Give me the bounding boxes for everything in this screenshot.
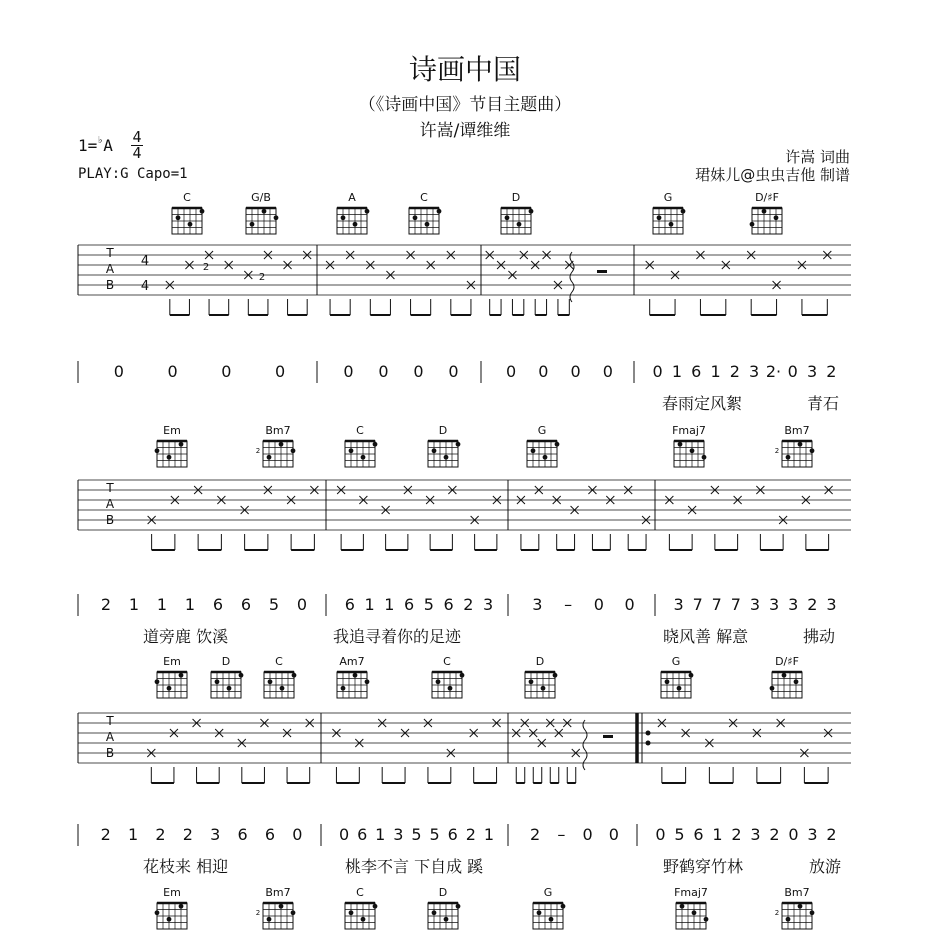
chord-name: C bbox=[443, 655, 451, 668]
time-sig-top: 4 bbox=[132, 128, 142, 146]
measure-notes bbox=[147, 719, 313, 783]
chord-diagram bbox=[155, 655, 187, 698]
chord-finger-dot bbox=[436, 679, 441, 684]
chord-finger-dot bbox=[678, 442, 683, 447]
chord-name: G/B bbox=[251, 191, 271, 204]
notation-note: 7 bbox=[730, 595, 741, 614]
notation-note: 2 bbox=[465, 825, 476, 844]
notation-note: 1 bbox=[384, 595, 395, 614]
notation-note: 5 bbox=[411, 825, 422, 844]
notation-note: 0 bbox=[167, 362, 178, 381]
chord-finger-dot bbox=[529, 679, 534, 684]
notation-note: 2 bbox=[731, 825, 742, 844]
chord-finger-dot bbox=[155, 910, 160, 915]
notation-note: 6 bbox=[443, 595, 454, 614]
chord-finger-dot bbox=[167, 455, 172, 460]
chord-finger-dot bbox=[280, 686, 285, 691]
tab-rest bbox=[603, 735, 613, 738]
notation-note: 0 bbox=[570, 362, 581, 381]
notation-note: 5 bbox=[268, 595, 280, 614]
tab-clef-b: B bbox=[105, 278, 115, 292]
notation-note: 1 bbox=[710, 362, 721, 381]
chord-finger-dot bbox=[782, 673, 787, 678]
chord-finger-dot bbox=[279, 904, 284, 909]
chord-name: D/♯F bbox=[755, 191, 779, 204]
chord-diagram bbox=[428, 424, 460, 467]
tab-clef-a: A bbox=[105, 262, 115, 276]
notation-note: 3 bbox=[483, 595, 494, 614]
chord-finger-dot bbox=[353, 673, 358, 678]
chord-finger-dot bbox=[292, 673, 297, 678]
notation-note: 1 bbox=[127, 825, 139, 844]
chord-name: Em bbox=[163, 424, 181, 437]
chord-finger-dot bbox=[179, 673, 184, 678]
chord-finger-dot bbox=[692, 910, 697, 915]
notation-note: 2 bbox=[826, 362, 837, 381]
song-artist: 许嵩/谭维维 bbox=[419, 121, 511, 141]
notation-note: 0 bbox=[787, 362, 798, 381]
notation-note: 0 bbox=[113, 362, 124, 381]
chord-diagram bbox=[653, 191, 685, 234]
tab-clef-t: T bbox=[106, 714, 114, 728]
credit-transcriber: 珺妹儿@虫虫吉他 制谱 bbox=[695, 166, 850, 184]
arpeggio-mark bbox=[570, 252, 574, 302]
chord-finger-dot bbox=[553, 673, 558, 678]
chord-name: Bm7 bbox=[784, 424, 810, 437]
tab-clef-b: B bbox=[105, 513, 115, 527]
chord-diagram bbox=[264, 655, 296, 698]
lyric-text: 我追寻着你的足迹 bbox=[333, 627, 462, 646]
notation-note: 1 bbox=[375, 825, 386, 844]
chord-finger-dot bbox=[179, 904, 184, 909]
chord-finger-dot bbox=[657, 215, 662, 220]
credit-words-music: 许嵩 词曲 bbox=[785, 148, 850, 166]
notation-note: 0 bbox=[582, 825, 593, 844]
measure-notes bbox=[166, 251, 311, 315]
chord-diagram bbox=[345, 886, 377, 929]
chord-finger-dot bbox=[291, 448, 296, 453]
notation-note: 2 bbox=[100, 595, 112, 614]
chord-finger-dot bbox=[365, 209, 370, 214]
tab-time-sig-bottom: 4 bbox=[140, 279, 150, 294]
notation-note: 1 bbox=[483, 825, 495, 844]
notation-note: 0 bbox=[655, 825, 666, 844]
notation-note: 2 bbox=[807, 595, 818, 614]
chord-finger-dot bbox=[262, 209, 267, 214]
notation-note: 0 bbox=[593, 595, 604, 614]
chord-diagram bbox=[501, 191, 533, 234]
chord-name: G bbox=[537, 424, 547, 437]
notation-note: 2 bbox=[100, 825, 111, 844]
song-subtitle: （《诗画中国》节目主题曲） bbox=[358, 95, 572, 115]
notation-note: 3 bbox=[750, 825, 761, 844]
chord-diagram bbox=[211, 655, 243, 698]
notation-note: 3 bbox=[806, 362, 818, 381]
notation-row bbox=[78, 824, 841, 876]
notation-note: 5 bbox=[429, 825, 440, 844]
chord-finger-dot bbox=[702, 455, 707, 460]
chord-name: D bbox=[438, 424, 448, 437]
notation-note: 7 bbox=[711, 595, 722, 614]
time-sig-bottom: 4 bbox=[132, 144, 142, 162]
chord-name: Bm7 bbox=[265, 886, 291, 899]
chord-diagram bbox=[432, 655, 464, 698]
notation-note: 6 bbox=[344, 595, 355, 614]
chord-name: C bbox=[420, 191, 428, 204]
chord-fret-number: 2 bbox=[255, 447, 261, 455]
chord-diagram bbox=[172, 191, 204, 234]
notation-note: 2· bbox=[765, 362, 782, 381]
chord-diagram bbox=[155, 886, 187, 929]
lyric-text: 晓风善 解意 bbox=[663, 627, 749, 646]
lyric-text: 花枝来 相迎 bbox=[143, 857, 229, 876]
chord-finger-dot bbox=[456, 442, 461, 447]
chord-finger-dot bbox=[505, 215, 510, 220]
tab-fret-number: 2 bbox=[202, 262, 210, 273]
notation-note: 5 bbox=[674, 825, 685, 844]
measure-notes bbox=[486, 251, 574, 315]
chord-diagram bbox=[775, 424, 815, 467]
chord-finger-dot bbox=[155, 448, 160, 453]
chord-finger-dot bbox=[361, 917, 366, 922]
chord-finger-dot bbox=[432, 910, 437, 915]
chord-finger-dot bbox=[456, 904, 461, 909]
tab-clef-a: A bbox=[105, 730, 115, 744]
chord-finger-dot bbox=[689, 673, 694, 678]
notation-note: 3 bbox=[532, 595, 543, 614]
notation-note: 0 bbox=[221, 362, 232, 381]
chord-finger-dot bbox=[349, 448, 354, 453]
chord-finger-dot bbox=[250, 222, 255, 227]
chord-finger-dot bbox=[349, 910, 354, 915]
notation-note: 2 bbox=[729, 362, 740, 381]
lyric-text: 桃李不言 下自成 蹊 bbox=[345, 857, 484, 876]
chord-finger-dot bbox=[810, 910, 815, 915]
notation-note: 0 bbox=[275, 362, 286, 381]
chord-finger-dot bbox=[665, 679, 670, 684]
repeat-dot bbox=[646, 731, 651, 736]
chord-name: C bbox=[183, 191, 191, 204]
notation-note: 7 bbox=[692, 595, 703, 614]
notation-note: 0 bbox=[343, 362, 354, 381]
notation-note: 2 bbox=[826, 825, 837, 844]
notation-note: 3 bbox=[673, 595, 684, 614]
notation-note: 1 bbox=[364, 595, 375, 614]
chord-fret-number: 2 bbox=[774, 909, 780, 917]
notation-note: 0 bbox=[413, 362, 424, 381]
notation-note: 0 bbox=[538, 362, 549, 381]
chord-diagram bbox=[345, 424, 377, 467]
measure-notes bbox=[148, 486, 319, 550]
measure-notes bbox=[658, 719, 832, 783]
chord-diagram bbox=[337, 655, 369, 698]
chord-name: D/♯F bbox=[775, 655, 799, 668]
notation-note: 1 bbox=[156, 595, 168, 614]
notation-note: 0 bbox=[652, 362, 663, 381]
notation-note: 3 bbox=[393, 825, 404, 844]
chord-name: D bbox=[535, 655, 545, 668]
chord-finger-dot bbox=[786, 455, 791, 460]
notation-note: 1 bbox=[671, 362, 683, 381]
chord-finger-dot bbox=[798, 904, 803, 909]
chord-finger-dot bbox=[681, 209, 686, 214]
arpeggio-mark bbox=[583, 720, 587, 770]
chord-finger-dot bbox=[555, 442, 560, 447]
chord-name: Bm7 bbox=[784, 886, 810, 899]
measure-notes bbox=[665, 486, 832, 550]
notation-note: 3 bbox=[749, 595, 761, 614]
chord-finger-dot bbox=[677, 686, 682, 691]
chord-name: D bbox=[438, 886, 448, 899]
chord-finger-dot bbox=[274, 215, 279, 220]
chord-finger-dot bbox=[810, 448, 815, 453]
notation-note: 2 bbox=[769, 825, 780, 844]
notation-note: 6 bbox=[237, 825, 248, 844]
chord-finger-dot bbox=[762, 209, 767, 214]
notation-note: 6 bbox=[447, 825, 458, 844]
notation-note: 6 bbox=[212, 595, 224, 614]
notation-note: 1 bbox=[128, 595, 140, 614]
chord-name: G bbox=[671, 655, 681, 668]
chord-diagram bbox=[770, 655, 802, 698]
notation-note: 6 bbox=[404, 595, 415, 614]
chord-diagram bbox=[672, 424, 706, 467]
chord-name: A bbox=[348, 191, 356, 204]
lyric-text: 拂动 bbox=[803, 627, 836, 646]
chord-finger-dot bbox=[200, 209, 205, 214]
tab-clef-t: T bbox=[106, 481, 114, 495]
chord-diagram bbox=[674, 886, 708, 929]
flat-sign: ♭ bbox=[97, 135, 104, 146]
notation-note: 0 bbox=[602, 362, 613, 381]
chord-diagram bbox=[661, 655, 693, 698]
notation-note: 0 bbox=[296, 595, 308, 614]
notation-note: – bbox=[564, 595, 573, 614]
chord-finger-dot bbox=[794, 679, 799, 684]
chord-diagram bbox=[337, 191, 369, 234]
chord-diagram bbox=[256, 424, 296, 467]
chord-finger-dot bbox=[537, 910, 542, 915]
tab-clef-b: B bbox=[105, 746, 115, 760]
measure-notes bbox=[512, 719, 580, 783]
notation-note: 6 bbox=[691, 362, 702, 381]
chord-name: G bbox=[663, 191, 673, 204]
chord-finger-dot bbox=[786, 917, 791, 922]
chord-finger-dot bbox=[291, 910, 296, 915]
chord-finger-dot bbox=[188, 222, 193, 227]
chord-finger-dot bbox=[432, 448, 437, 453]
chord-finger-dot bbox=[517, 222, 522, 227]
chord-finger-dot bbox=[239, 673, 244, 678]
chord-diagram bbox=[428, 886, 460, 929]
chord-finger-dot bbox=[680, 904, 685, 909]
chord-finger-dot bbox=[167, 917, 172, 922]
chord-finger-dot bbox=[531, 448, 536, 453]
notation-note: 2 bbox=[530, 825, 541, 844]
chord-name: Fmaj7 bbox=[674, 886, 708, 899]
chord-name: Am7 bbox=[339, 655, 365, 668]
chord-finger-dot bbox=[669, 222, 674, 227]
tab-staff bbox=[78, 480, 851, 530]
chord-finger-dot bbox=[267, 455, 272, 460]
tab-clef-a: A bbox=[105, 497, 115, 511]
measure-notes bbox=[646, 251, 832, 315]
measure-notes bbox=[326, 251, 475, 315]
notation-note: 3 bbox=[826, 595, 837, 614]
notation-note: 6 bbox=[357, 825, 368, 844]
chord-name: C bbox=[356, 424, 364, 437]
play-info: PLAY:G Capo=1 bbox=[78, 166, 188, 182]
chord-name: Bm7 bbox=[265, 424, 291, 437]
chord-finger-dot bbox=[460, 673, 465, 678]
notation-note: 3 bbox=[769, 595, 780, 614]
tab-clef-t: T bbox=[106, 246, 114, 260]
chord-name: D bbox=[511, 191, 521, 204]
notation-note: 0 bbox=[624, 595, 635, 614]
chord-name: G bbox=[543, 886, 553, 899]
chord-name: D bbox=[221, 655, 231, 668]
chord-finger-dot bbox=[529, 209, 534, 214]
notation-note: 0 bbox=[448, 362, 459, 381]
notation-note: 3 bbox=[788, 595, 799, 614]
chord-finger-dot bbox=[176, 215, 181, 220]
notation-note: 0 bbox=[338, 825, 350, 844]
lyric-text: 春雨定风絮 bbox=[662, 394, 743, 413]
notation-note: 6 bbox=[693, 825, 704, 844]
notation-note: 6 bbox=[240, 595, 252, 614]
chord-finger-dot bbox=[425, 222, 430, 227]
chord-finger-dot bbox=[774, 215, 779, 220]
chord-diagram bbox=[750, 191, 782, 234]
chord-diagram bbox=[409, 191, 441, 234]
chord-diagram bbox=[246, 191, 278, 234]
tab-fret-number: 2 bbox=[258, 272, 266, 283]
notation-note: – bbox=[557, 825, 566, 844]
chord-finger-dot bbox=[268, 679, 273, 684]
chord-finger-dot bbox=[215, 679, 220, 684]
notation-note: 0 bbox=[788, 825, 799, 844]
chord-finger-dot bbox=[279, 442, 284, 447]
chord-finger-dot bbox=[267, 917, 272, 922]
chord-finger-dot bbox=[549, 917, 554, 922]
notation-note: 3 bbox=[807, 825, 818, 844]
chord-finger-dot bbox=[373, 904, 378, 909]
lyric-text: 放游 bbox=[809, 857, 842, 876]
notation-note: 2 bbox=[155, 825, 166, 844]
chord-finger-dot bbox=[444, 455, 449, 460]
chord-finger-dot bbox=[750, 222, 755, 227]
chord-finger-dot bbox=[413, 215, 418, 220]
notation-note: 3 bbox=[210, 825, 221, 844]
notation-note: 0 bbox=[378, 362, 389, 381]
chord-finger-dot bbox=[444, 917, 449, 922]
notation-note: 3 bbox=[749, 362, 760, 381]
notation-note: 1 bbox=[184, 595, 196, 614]
key-prefix: 1= bbox=[78, 136, 98, 155]
measure-notes bbox=[517, 486, 650, 550]
notation-row bbox=[78, 594, 837, 646]
chord-finger-dot bbox=[770, 686, 775, 691]
chord-fret-number: 2 bbox=[255, 909, 261, 917]
lyric-text: 青石 bbox=[807, 394, 840, 413]
chord-finger-dot bbox=[561, 904, 566, 909]
chord-name: Fmaj7 bbox=[672, 424, 706, 437]
lyric-text: 道旁鹿 饮溪 bbox=[143, 627, 229, 646]
chord-finger-dot bbox=[365, 679, 370, 684]
chord-fret-number: 2 bbox=[774, 447, 780, 455]
notation-note: 1 bbox=[712, 825, 723, 844]
lyric-text: 野鹤穿竹林 bbox=[663, 857, 744, 876]
tab-time-sig-top: 4 bbox=[140, 254, 150, 269]
chord-finger-dot bbox=[690, 448, 695, 453]
chord-name: C bbox=[356, 886, 364, 899]
notation-note: 0 bbox=[292, 825, 303, 844]
notation-note: 2 bbox=[463, 595, 474, 614]
chord-finger-dot bbox=[155, 679, 160, 684]
chord-finger-dot bbox=[341, 686, 346, 691]
key-note: A bbox=[103, 136, 113, 155]
chord-finger-dot bbox=[437, 209, 442, 214]
repeat-dot bbox=[646, 741, 651, 746]
chord-diagram bbox=[527, 424, 559, 467]
measure-notes bbox=[337, 486, 501, 550]
chord-finger-dot bbox=[227, 686, 232, 691]
notation-row bbox=[78, 361, 839, 413]
chord-diagram bbox=[256, 886, 296, 929]
chord-finger-dot bbox=[543, 455, 548, 460]
chord-finger-dot bbox=[448, 686, 453, 691]
chord-finger-dot bbox=[341, 215, 346, 220]
chord-finger-dot bbox=[373, 442, 378, 447]
chord-finger-dot bbox=[704, 917, 709, 922]
chord-finger-dot bbox=[353, 222, 358, 227]
chord-diagram bbox=[155, 424, 187, 467]
notation-note: 6 bbox=[264, 825, 276, 844]
chord-finger-dot bbox=[798, 442, 803, 447]
chord-name: C bbox=[275, 655, 283, 668]
chord-diagram bbox=[775, 886, 815, 929]
tab-staff bbox=[78, 245, 851, 295]
notation-note: 0 bbox=[506, 362, 517, 381]
chord-name: Em bbox=[163, 886, 181, 899]
measure-notes bbox=[332, 719, 500, 783]
chord-finger-dot bbox=[361, 455, 366, 460]
chord-finger-dot bbox=[541, 686, 546, 691]
chord-diagram bbox=[525, 655, 557, 698]
chord-finger-dot bbox=[179, 442, 184, 447]
chord-finger-dot bbox=[167, 686, 172, 691]
chord-diagram bbox=[533, 886, 565, 929]
notation-note: 5 bbox=[423, 595, 434, 614]
tab-rest bbox=[597, 270, 607, 273]
notation-note: 0 bbox=[608, 825, 619, 844]
notation-note: 2 bbox=[182, 825, 193, 844]
song-title: 诗画中国 bbox=[408, 53, 521, 86]
chord-name: Em bbox=[163, 655, 181, 668]
